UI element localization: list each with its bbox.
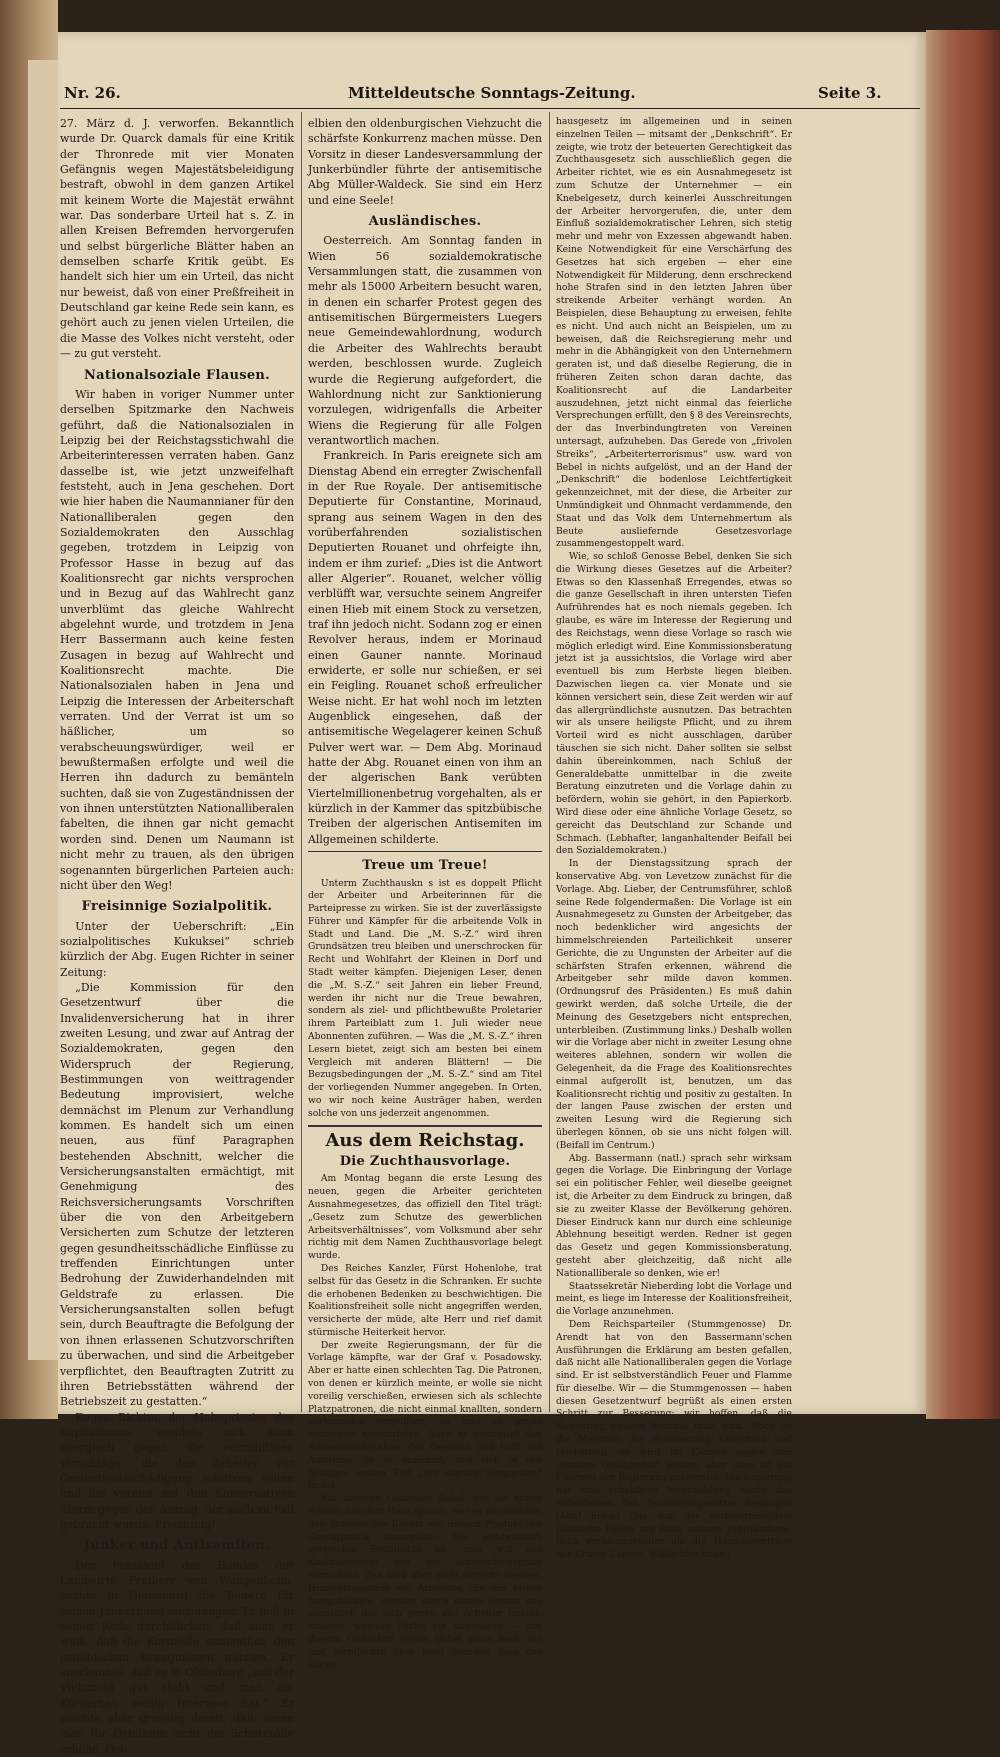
paragraph: In der Dienstagssitzung sprach der konservative Abg. von Levetzow zunächst für die Vorlage. Abg. Lieber, der Centrumsführer, schloß seine Rede folgendermaßen: Die Vorlage ist ein Ausnahmegesetz zu Gunsten der Arbeitgeber, das noch bedenklicher wird angesichts der himmelschreienden Parteilichkeit unserer Gerichte, die zu Ungunsten der Arbeiter auf die schärfsten Strafen erkennen, während die Arbeitgeber sehr milde davon kommen. (Ordnungsruf des Präsidenten.) Es muß dahin gewirkt werden, daß solche Urteile, die der Meinung des Gesetzgebers nicht entsprechen, unterbleiben. (Zustimmung links.) Deshalb wollen wir die Vorlage aber nicht in zweiter Lesung ohne weiteres ablehnen, sondern wir wollen die Gelegenheit, da die Frage des Koalitionsrechtes einmal aufgerollt ist, benutzen, um das Koalitionsrecht richtig und positiv zu gestalten. In der langen Pause zwischen der ersten und zweiten Lesung wird die Regierung sich überlegen können, ob sie uns nicht folgen will. (Beifall im Centrum.) — [556, 858, 792, 1151]
paragraph: Oesterreich. Am Sonntag fanden in Wien 56 sozialdemokratische Versammlungen statt, die zusammen von mehr als 15000 Arbeitern besucht waren, in denen ein scharfer Protest gegen des antisemitischen Bürgermeisters Luegers neue Gemeindewahlordnung, wodurch die Arbeiter des Wahlrechts beraubt werden, beschlossen wurde. Zugleich wurde die Regierung aufgefordert, die Wahlordnung nicht zur Sanktionierung vorzulegen, widrigenfalls die Arbeiter Wiens die Regierung für alle Folgen verantwortlich machen. — [308, 234, 542, 447]
newspaper-page — [58, 32, 926, 1756]
paragraph: Frankreich. In Paris ereignete sich am Dienstag Abend ein erregter Zwischenfall in der Rue Royale. Der antisemitische Deputierte für Constantine, Morinaud, sprang aus seinem Wagen in den des vorüberfahrenden sozialistischen Deputierten Rouanet und ohrfeigte ihn, indem er ihm zurief: „Dies ist die Antwort aller Algerier“. Rouanet, welcher völlig verblüfft war, versuchte seinem Angreifer einen Hieb mit einem Stock zu versetzen, traf ihn jedoch nicht. Sodann zog er einen Revolver heraus, indem er Morinaud einen Gauner nannte. Morinaud erwiderte, er solle nur schießen, er sei ein Feigling. Rouanet schoß erfreulicher Weise nicht. Er hat wohl noch im letzten Augenblick eingesehen, daß der antisemitische Wegelagerer keinen Schuß Pulver wert war. — Dem Abg. Morinaud hatte der Abg. Rouanet einen von ihm an der algerischen Bank verübten Viertelmillionenbetrug vorgehalten, als er kürzlich in der Kammer das spitzbübische Treiben der algerischen Antisemiten im Allgemeinen schilderte. — [308, 449, 542, 846]
page-header — [58, 84, 926, 106]
section-heading: Freisinnige Sozialpolitik. — [81, 899, 273, 915]
column-1 — [60, 116, 294, 1756]
sub-heading: Die Zuchthausvorlage. — [339, 1153, 511, 1169]
notice-text: Unterm Zuchthauskn s ist es doppelt Pflicht der Arbeiter und Arbeiterinnen für die Parteipresse zu wirken. Sie ist der zuverlässigste Führer und Kämpfer für die arbeitende Volk in Stadt und Land. Die „M. S.-Z.“ wird ihren Grundsätzen treu bleiben und unerschrocken für Recht und Wohlfahrt der Kleinen in Dorf und Stadt weiter kämpfen. Diejenigen Leser, denen die „M. S.-Z.“ seit Jahren ein lieber Freund, werden ihr nicht nur die Treue bewahren, sondern als ziel- und pflichtbewußte Proletarier ihrem Parteiblatt zum 1. Juli wieder neue Abonnenten zuführen. — Was die „M. S.-Z.“ ihren Lesern bietet, zeigt sich am besten bei einem Vergleich mit anderen Blättern! — Die Bezugsbedingungen der „M. S.-Z.“ sind am Titel der vorliegenden Nummer angegeben. In Orten, wo wir noch keine Austräger haben, werden solche von uns jederzeit angenommen. — [308, 877, 542, 1119]
right-page-edge — [926, 30, 1000, 1419]
section-heading: Nationalsoziale Flausen. — [83, 367, 270, 383]
section-heading: Junker und Antisemiten. — [83, 1538, 271, 1554]
paper-title: Mitteldeutsche Sonntags-Zeitung. — [348, 84, 636, 102]
divider — [308, 1125, 542, 1127]
paragraph: hausgesetz im allgemeinen und in seinen einzelnen Teilen — mitsamt der „Denkschrift“. Er zeigte, wie trotz der beteuerten Gerechtigkeit das Zuchthausgesetz sich ausschließlich gegen die Arbeiter richtet, wie es ein Ausnahmegesetz ist zum Schutze der Unternehmer — ein Knebelgesetz, durch keinerlei Ausschreitungen der Arbeiter hervorgerufen, die, unter dem Einfluß sozialdemokratischer Lehren, sich stetig mehr und mehr von Exzessen abgewandt haben. Keine Notwendigkeit für eine Verschärfung des Gesetzes hat sich ergeben — eher eine Notwendigkeit für Milderung, denn erschreckend hohe Strafen sind in den letzten Jahren über streikende Arbeiter verhängt worden. An Beispielen, diese Behauptung zu erweisen, fehlte es nicht. Und auch nicht an Beispielen, um zu beweisen, daß die Reichsregierung mehr und mehr in die Abhängigkeit von den Unternehmern geraten ist, und daß dieselbe Regierung, die in früheren Zeiten schon daran dachte, das Koalitionsrecht auf die Landarbeiter auszudehnen, jetzt nicht einmal das feierliche Versprechungen erfüllt, den § 8 des Vereinsrechts, der das Inverbindungtreten von Vereinen untersagt, aufzuheben. Das Gerede von „frivolen Streiks“, „Arbeiterterrorismus“ usw. ward von Bebel in nichts aufgelöst, und an der Hand der „Denkschrift“ die bodenlose Leichtfertigkeit gekennzeichnet, mit der diese, die Arbeiter zur Unmündigkeit und Ohnmacht verdammende, den Staat und das Volk dem Unternehmertum als Beute ausliefernde Gesetzesvorlage zusammengestoppelt ward. — [556, 116, 792, 550]
paragraph: elbien den oldenburgischen Viehzucht die schärfste Konkurrenz machen müsse. Den Vorsitz in dieser Landesversammlung der Junkerbündler führte der antisemitische Abg Müller-Waldeck. Sie sind ein Herz und eine Seele! — [308, 117, 542, 207]
paragraph: Für unseren Genossen Bebel, der als erster Redner aus dem Haus sprach, war es ein leichtes, den Schleier des Rechts von diesem Produkt der Gewaltpolitik abzureißen. Die wohlweislich versteckte Endabsicht ist: man will das Koalitionsrecht und die Arbeiterbewegung vernichten. Das wird aber nicht erreicht werden. Hunderttausende von Arbeitern, die uns bisher ferngeblieben, werden durch dieses Gesetz uns zugeführt, das sich gegen alle Arbeiter richtet, einerlei, welcher Partei sie angehören — mit diesem Gedanken leitete Bebel seine Rede ein und zerpflückte über zwei Stunden lang das Zucht- — [308, 1493, 542, 1671]
paragraph: Staatssekretär Nieberding lobt die Vorlage und meint, es liege im Interesse der Koalitionsfreiheit, die Vorlage anzunehmen. — [556, 1280, 792, 1318]
paragraph: Unter der Ueberschrift: „Ein sozialpolitisches Kukuksei“ schrieb kürzlich der Abg. Eugen Richter in seiner Zeitung: — [60, 919, 294, 979]
column-3 — [556, 116, 792, 1561]
paragraph: Wir haben in voriger Nummer unter derselben Spitzmarke den Nachweis geführt, daß die Nationalsozialen in Leipzig bei der Reichstagsstichwahl die Arbeiterinteressen verraten haben. Ganz dasselbe ist, wie jetzt unzweifelhaft feststeht, auch in Jena geschehen. Dort wie hier haben die Naumannianer für den Nationalliberalen gegen den Sozialdemokraten den Ausschlag gegeben, trotzdem in Leipzig von Professor Hasse in bezug auf das Koalitionsrecht gar nichts versprochen und in Bezug auf das Wahlrecht ganz unverblümt das gleiche Wahlrecht abgelehnt wurde, und trotzdem in Jena Herr Bassermann auch keine festen Zusagen in bezug auf Wahlrecht und Koalitionsrecht machte. Die Nationalsozialen haben in Jena und Leipzig die Interessen der Arbeiterschaft verraten. Und der Verrat ist um so häßlicher, um so verabscheuungswürdiger, weil er bewußtermaßen erfolgte und weil die Herren ihn dadurch zu bemänteln suchten, daß sie von Zugeständnissen der von ihnen unterstützten Nationalliberalen fabelten, die ihnen gar nicht gemacht worden sind. Denen um Naumann ist nicht mehr zu trauen, als den übrigen sogenannten bürgerlichen Parteien auch: nicht über den Weg! — [60, 387, 294, 892]
page-number: Seite 3. — [818, 84, 882, 102]
issue-number: Nr. 26. — [64, 84, 121, 102]
paragraph: Abg. Bassermann (natl.) sprach sehr wirksam gegen die Vorlage. Die Einbringung der Vorlage sei ein politischer Fehler, weil dieselbe geeignet ist, die Arbeiter zu dem Eindruck zu bringen, daß sie zu zweiter Klasse der Bevölkerung gehören. Dieser Eindruck kann nur durch eine schleunige Ablehnung beseitigt werden. Redner ist gegen das Gesetz und gegen Kommissionsberatung, gesteht aber gleichzeitig, daß nicht alle Nationalliberale so denken, wie er! — [556, 1152, 792, 1279]
paragraph: „Die Kommission für den Gesetzentwurf über die Invalidenversicherung hat in ihrer zweiten Lesung, und zwar auf Antrag der Sozialdemokraten, gegen den Widerspruch der Regierung, Bestimmungen von weittragender Bedeutung improvisiert, welche demnächst im Plenum zur Verhandlung kommen. Es handelt sich um einen neuen, aus fünf Paragraphen bestehenden Abschnitt, welcher die Versicherungsanstalten ermächtigt, mit Genehmigung des Reichsversicherungsamts Vorschriften über die von den Arbeitgebern Versicherten zum Schutze der letzteren gegen gesundheitsschädliche Einflüsse zu treffenden Einrichtungen unter Bedrohung der Zuwiderhandelnden mit Geldstrafe zu erlassen. Die Versicherungsanstalten sollen befugt sein, durch Beauftragte die Befolgung der von ihnen erlassenen Schutzvorschriften zu überwachen, und sind die Arbeitgeber verpflichtet, den Beauftragten Zutritt zu ihren Betriebsstätten während der Betriebszeit zu gestatten.“ — [60, 980, 294, 1409]
column-divider — [301, 112, 302, 1412]
paragraph: Wie, so schloß Genosse Bebel, denken Sie sich die Wirkung dieses Gesetzes auf die Arbeiter? Etwas so den Klassenhaß Erregendes, etwas so die ganze Gesellschaft in ihren untersten Tiefen Aufrührendes hat es noch niemals gegeben. Ich glaube, es wäre im Interesse der Regierung und des Reichstags, wenn diese Vorlage so rasch wie möglich erledigt wird. Eine Kommissionsberatung jetzt ist ja aussichtslos, die Vorlage wird aber eventuell bis zum Herbste liegen bleiben. Dazwischen liegen ca. vier Monate und sie können versichert sein, diese Zeit werden wir auf das allergründlichste ausnutzen. Das betrachten wir als unsere heiligste Pflicht, und zu ihrem Vorteil wird es nicht ausschlagen, darüber täuschen sie sich nicht. Daher sollten sie selbst dahin übereinkommen, nach Schluß der Generaldebatte unmittelbar in die zweite Beratung einzutreten und die Vorlage dahin zu befördern, wohin sie gehört, in den Papierkorb. Wird diese oder eine ähnliche Vorlage Gesetz, so gereicht das Deutschland zur Schande und Schmach. (Lebhafter, langanhaltender Beifall bei den Sozialdemokraten.) — [556, 551, 792, 857]
book-binding — [0, 0, 58, 1419]
paragraph: Der zweite Regierungsmann, der für die Vorlage kämpfte, war der Graf v. Posadowsky. Aber er hatte einen schlechten Tag. Die Patronen, von denen er kürzlich meinte, er wolle sie nicht voreilig verschießen, erwiesen sich als schlechte Platzpatronen, die nicht einmal knallten, sondern wirkungslos verpufften, ab und zu große Heiterkeit hervorriefen. Auch er bestreitet den Ausnahmecharakter des Gesetzes und hofft auf Annahme, da er annimmt, daß sich in der heutigen ersten Zeit „ein starkes Bürgertum“ findet. — [308, 1339, 542, 1492]
section-heading: Treue um Treue! — [362, 858, 488, 874]
paragraph: Der Präsident des Bundes der Landwirte Freiherr von Wangenheim, suchte in Oldenburg die Bauern für seinen Junkerbund einzufangen. Er ließ in seiner Rede durchblicken, daß auch er weiß, daß die Kornzölle namentlich den ostelbischen Krautjunkern nützten. Er anerkannte, daß es in Oldenburg „mit der Viehzucht gut steht und man am Körnerbau wenig Interesse hat.“ Er machte aber gruselig damit, daß, wenn man für Ostelbien nicht die Schutzzölle erhöhe, Ost- — [60, 1558, 294, 1756]
paragraph: 27. März d. J. verworfen. Bekanntlich wurde Dr. Quarck damals für eine Kritik der Thronrede mit vier Monaten Gefängnis wegen Majestätsbeleidigung bestraft, obwohl in dem ganzen Artikel mit keinem Worte die Majestät erwähnt war. Das sonderbare Urteil hat s. Z. in allen Kreisen Befremden hervorgerufen und selbst bürgerliche Blätter haben an demselben scharfe Kritik geübt. Es handelt sich hier um ein Urteil, das nicht nur beweist, daß von einer Preßfreiheit in Deutschland gar keine Rede sein kann, es gehört auch zu jenen vielen Urteilen, die die Masse des Volkes nicht versteht, oder — zu gut versteht. — [60, 117, 294, 361]
paragraph: Des Reiches Kanzler, Fürst Hohenlohe, trat selbst für das Gesetz in die Schranken. Er suchte die erhobenen Bedenken zu beschwichtigen. Die Koalitionsfreiheit solle nicht angegriffen werden, versicherte der müde, alte Herr und rief damit stürmische Heiterkeit hervor. — [308, 1262, 542, 1338]
paragraph: Am Montag begann die erste Lesung des neuen, gegen die Arbeiter gerichteten Ausnahmegesetzes, das offiziell den Titel trägt: „Gesetz zum Schutze des gewerblichen Arbeitsverhältnisses“, vom Volksmund aber sehr richtig mit dem Namen Zuchthausvorlage belegt wurde. — [308, 1173, 542, 1262]
paragraph: Dem Reichsparteiler (Stummgenosse) Dr. Arendt hat von den Bassermann'schen Ausführungen die Erklärung am besten gefallen, daß nicht alle Nationalliberalen gegen die Vorlage sind. Er ist selbstverständlich Feuer und Flamme für dieselbe. Wir — die Stummgenossen — haben diesen Gesetzentwurf begrüßt als einen ersten Schritt zur Besserung; wir hoffen, daß die Regierung weitere Schritte thun wird. Noch ist die Mehrheit der Bevölkerung kaisertreu und reichstreu; sie wird im Kampfe gegen den Umsturz Gefolgschaft leisten, aber dazu ist die Führung der Regierung notwendig. Die Regierung hat eine erhebliche Verschuldung durch das Fallenlassen des Sozialistengesetzes begangen (Aha! links.) Das war der verhängnisvollste politische Fehler am Ende unseres Jahrhunderts, noch verhängnisvoller als die Handelsverträge des Grafen Caprivi. (Gelächter links.) — [556, 1318, 792, 1561]
paragraph: Eugen Richter, der Hohepriester des Kapitalismus, wendete sich dann energisch gegen die vernünftigen Vorschläge, die den Arbeiter vor Gesundheitsschädigung schützen sollen und lief vereint mit den Konservativen Sturm gegen den Antrag, der auch zu Fall gebracht wurde. Freisinnig! — [60, 1410, 294, 1531]
column-divider — [549, 112, 550, 1412]
column-2 — [308, 116, 542, 1671]
section-heading-large: Aus dem Reichstag. — [325, 1129, 525, 1151]
adjacent-page-edge — [28, 60, 58, 1360]
divider — [308, 851, 542, 852]
header-rule — [60, 108, 920, 109]
section-heading: Ausländisches. — [368, 214, 482, 230]
